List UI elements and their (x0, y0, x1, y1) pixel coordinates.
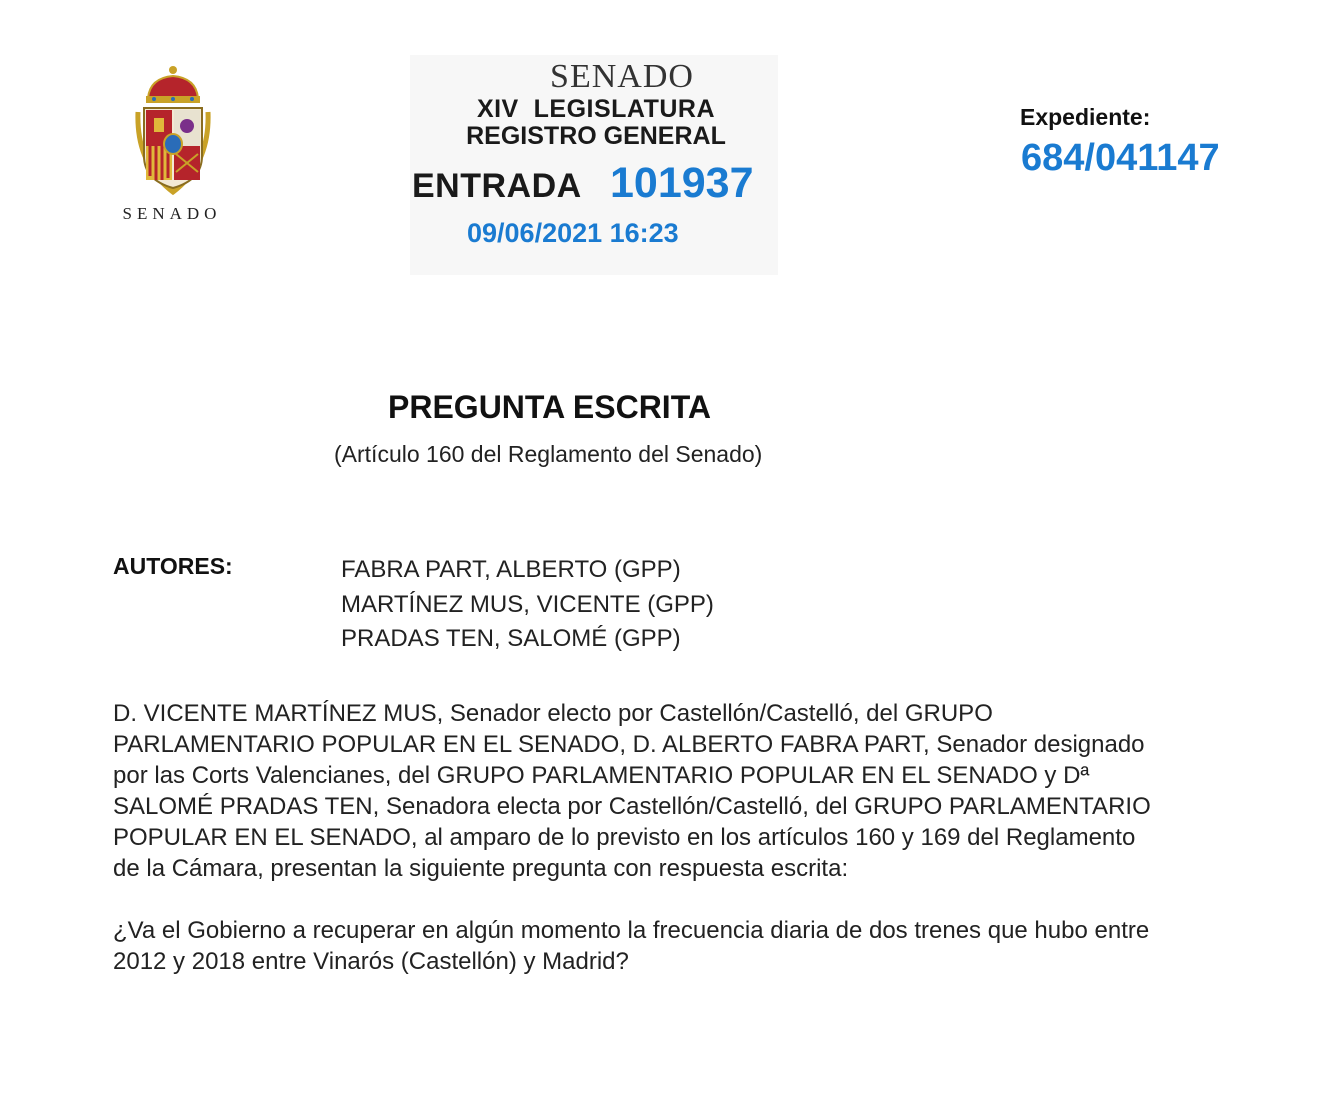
authors-label: AUTORES: (113, 553, 233, 579)
paragraph-line: POPULAR EN EL SENADO, al amparo de lo previsto en los artículos 160 y 169 del Reglamento (113, 824, 1136, 851)
stamp-datetime: 09/06/2021 16:23 (467, 218, 679, 248)
question-paragraph (113, 915, 1273, 977)
paragraph-line: D. VICENTE MARTÍNEZ MUS, Senador electo por Castellón/Castelló, del GRUPO (113, 700, 993, 727)
paragraph-line: de la Cámara, presentan la siguiente pregunta con respuesta escrita: (113, 855, 849, 882)
logo-text: SENADO (122, 204, 222, 223)
senado-logo (108, 60, 236, 236)
author-item: MARTÍNEZ MUS, VICENTE (GPP) (341, 590, 714, 618)
registry-stamp (410, 55, 778, 275)
author-item: PRADAS TEN, SALOMÉ (GPP) (341, 625, 681, 652)
stamp-registry: REGISTRO GENERAL (466, 122, 726, 150)
paragraph-line: SALOMÉ PRADAS TEN, Senadora electa por Castellón/Castelló, del GRUPO PARLAMENTARIO (113, 793, 1151, 820)
senado-coat-of-arms-icon (130, 64, 216, 200)
expediente-number: 684/041147 (1021, 137, 1220, 179)
authors-list (341, 553, 714, 657)
paragraph-line: ¿Va el Gobierno a recuperar en algún momento la frecuencia diaria de dos trenes que hubo entre (113, 917, 1150, 944)
document-title: PREGUNTA ESCRITA (388, 389, 711, 425)
paragraph-line: PARLAMENTARIO POPULAR EN EL SENADO, D. ALBERTO FABRA PART, Senador designado (113, 731, 1145, 758)
author-item: FABRA PART, ALBERTO (GPP) (341, 556, 681, 583)
expediente-label: Expediente: (1020, 104, 1151, 130)
stamp-entry-label: ENTRADA (412, 167, 582, 205)
stamp-legislature: XIV LEGISLATURA (476, 95, 716, 123)
stamp-entry-number: 101937 (610, 159, 754, 207)
paragraph-line: por las Corts Valencianes, del GRUPO PARLAMENTARIO POPULAR EN EL SENADO y Dª (113, 762, 1090, 789)
paragraph-line: 2012 y 2018 entre Vinarós (Castellón) y Madrid? (113, 948, 629, 975)
document-subtitle: (Artículo 160 del Reglamento del Senado) (334, 441, 763, 467)
intro-paragraph (113, 698, 1273, 884)
stamp-title: SENADO (550, 58, 694, 95)
